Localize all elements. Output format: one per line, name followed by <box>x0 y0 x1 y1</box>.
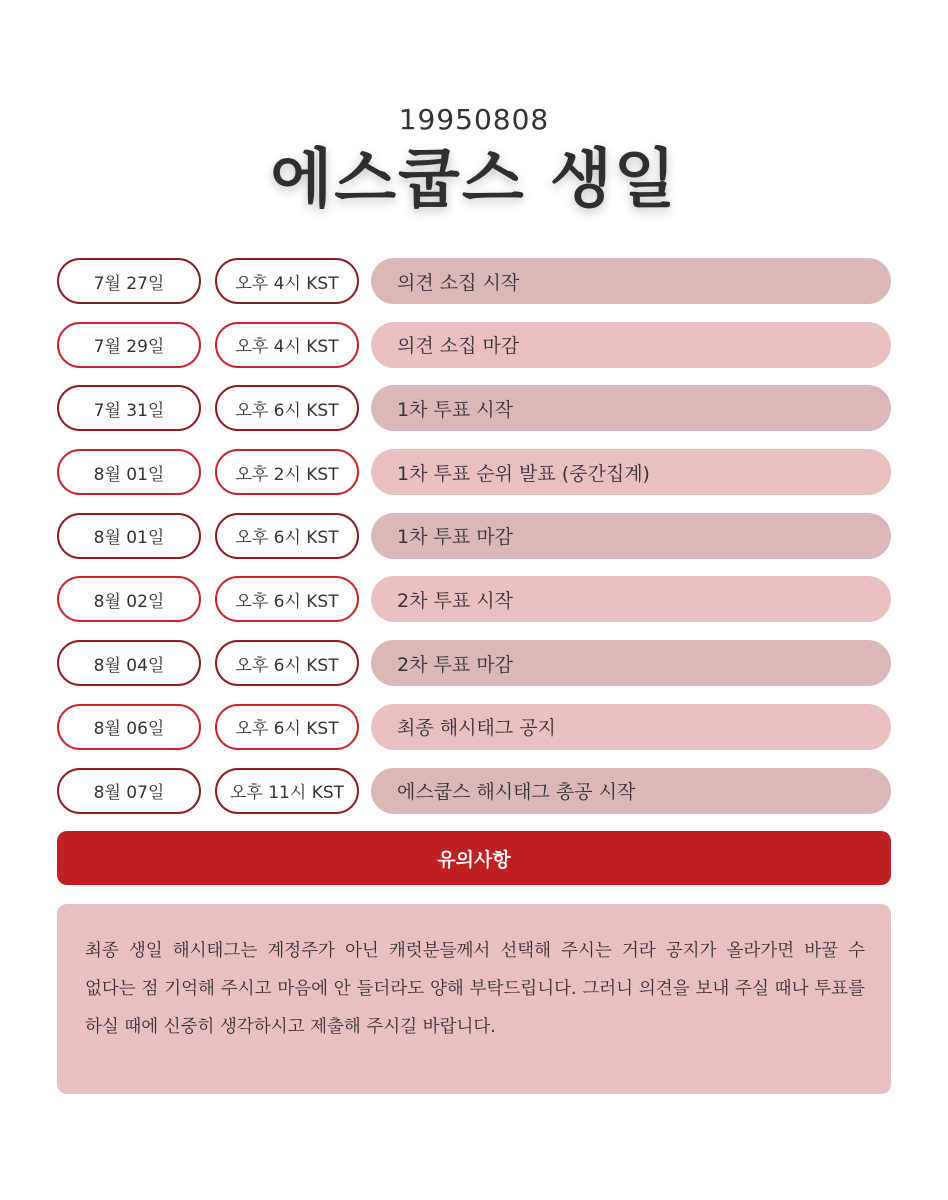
schedule-row <box>57 704 891 750</box>
schedule-row <box>57 768 891 814</box>
schedule-date: 8월 02일 <box>57 576 201 622</box>
schedule-list <box>57 258 891 831</box>
schedule-date: 8월 01일 <box>57 449 201 495</box>
schedule-event: 1차 투표 시작 <box>371 385 891 431</box>
schedule-time: 오후 11시 KST <box>215 768 359 814</box>
schedule-row <box>57 449 891 495</box>
schedule-row <box>57 513 891 559</box>
schedule-event: 2차 투표 마감 <box>371 640 891 686</box>
schedule-event: 2차 투표 시작 <box>371 576 891 622</box>
notice-heading: 유의사항 <box>57 831 891 885</box>
schedule-time: 오후 6시 KST <box>215 576 359 622</box>
schedule-date: 8월 01일 <box>57 513 201 559</box>
schedule-time: 오후 6시 KST <box>215 704 359 750</box>
schedule-event: 1차 투표 순위 발표 (중간집계) <box>371 449 891 495</box>
schedule-row <box>57 640 891 686</box>
page-title: 에스쿱스 생일 <box>270 143 678 217</box>
schedule-time: 오후 6시 KST <box>215 513 359 559</box>
schedule-row <box>57 385 891 431</box>
schedule-row <box>57 322 891 368</box>
schedule-time: 오후 2시 KST <box>215 449 359 495</box>
schedule-time: 오후 6시 KST <box>215 385 359 431</box>
schedule-date: 7월 31일 <box>57 385 201 431</box>
header <box>0 100 948 220</box>
schedule-date: 8월 07일 <box>57 768 201 814</box>
schedule-time: 오후 4시 KST <box>215 322 359 368</box>
notice-body: 최종 생일 해시태그는 계정주가 아닌 캐럿분들께서 선택해 주시는 거라 공지가 올라가면 바꿀 수 없다는 점 기억해 주시고 마음에 안 들더라도 양해 부탁드립니다. 그러니 의견을 보내 주실 때나 투표를 하실 때에 신중히 생각하시고 제출해 주시길 바랍니다. <box>57 904 891 1094</box>
schedule-event: 의견 소집 마감 <box>371 322 891 368</box>
birthday-date-code: 19950808 <box>398 103 550 136</box>
schedule-event: 의견 소집 시작 <box>371 258 891 304</box>
schedule-row <box>57 258 891 304</box>
schedule-date: 8월 04일 <box>57 640 201 686</box>
schedule-date: 8월 06일 <box>57 704 201 750</box>
schedule-event: 1차 투표 마감 <box>371 513 891 559</box>
schedule-time: 오후 6시 KST <box>215 640 359 686</box>
schedule-row <box>57 576 891 622</box>
schedule-time: 오후 4시 KST <box>215 258 359 304</box>
schedule-event: 에스쿱스 해시태그 총공 시작 <box>371 768 891 814</box>
schedule-event: 최종 해시태그 공지 <box>371 704 891 750</box>
schedule-date: 7월 27일 <box>57 258 201 304</box>
schedule-date: 7월 29일 <box>57 322 201 368</box>
